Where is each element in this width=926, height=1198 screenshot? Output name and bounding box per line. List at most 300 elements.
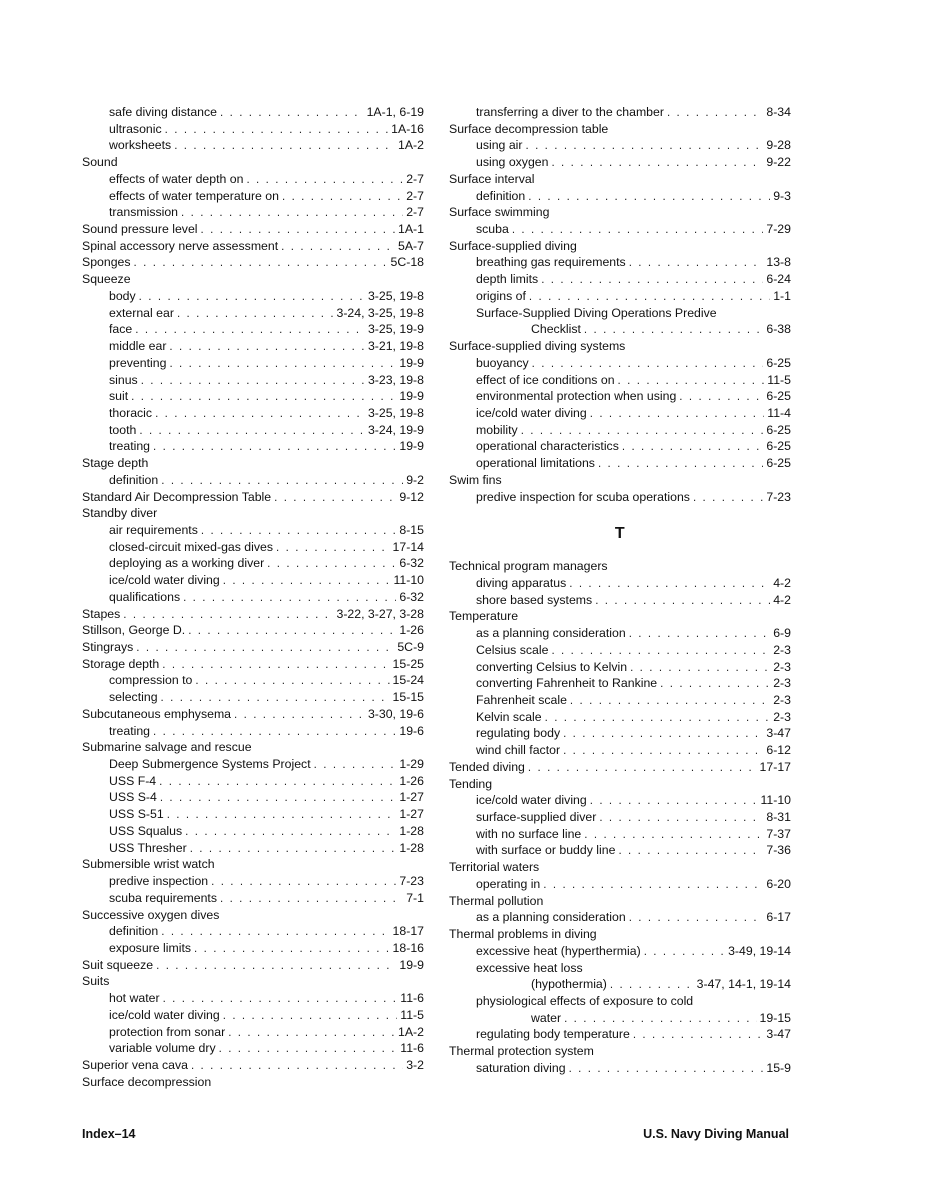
dot-leader bbox=[618, 843, 763, 859]
index-subentry bbox=[449, 355, 791, 372]
index-subentry bbox=[82, 204, 424, 221]
dot-leader bbox=[169, 339, 365, 355]
entry-term: USS Thresher bbox=[109, 840, 187, 855]
index-subentry bbox=[82, 372, 424, 389]
index-subentry bbox=[82, 422, 424, 439]
entry-page-ref: 1-29 bbox=[399, 757, 424, 772]
index-subentry bbox=[449, 372, 791, 389]
entry-term: Suits bbox=[82, 974, 110, 989]
entry-term: operating in bbox=[476, 876, 541, 891]
entry-term: with surface or buddy line bbox=[476, 843, 616, 858]
entry-term: Deep Submergence Systems Project bbox=[109, 757, 311, 772]
dot-leader bbox=[543, 877, 763, 893]
index-subentry bbox=[82, 522, 424, 539]
entry-term: compression to bbox=[109, 673, 193, 688]
entry-term: air requirements bbox=[109, 522, 198, 537]
index-subentry bbox=[82, 773, 424, 790]
index-subentry bbox=[82, 171, 424, 188]
entry-page-ref: 17-14 bbox=[392, 539, 424, 554]
entry-term: ice/cold water diving bbox=[476, 793, 587, 808]
index-subentry bbox=[82, 940, 424, 957]
dot-leader bbox=[201, 222, 395, 238]
entry-page-ref: 7-29 bbox=[766, 222, 791, 237]
index-subentry bbox=[82, 990, 424, 1007]
dot-leader bbox=[629, 255, 764, 271]
dot-leader bbox=[545, 710, 771, 726]
index-subentry bbox=[449, 221, 791, 238]
entry-term: Successive oxygen dives bbox=[82, 907, 220, 922]
dot-leader bbox=[223, 1008, 398, 1024]
entry-term: Submersible wrist watch bbox=[82, 857, 215, 872]
entry-term: definition bbox=[109, 924, 159, 939]
index-subentry bbox=[82, 321, 424, 338]
entry-page-ref: 6-25 bbox=[766, 355, 791, 370]
index-entry bbox=[449, 776, 791, 793]
entry-term: breathing gas requirements bbox=[476, 255, 626, 270]
index-entry bbox=[449, 338, 791, 355]
index-entry bbox=[82, 1074, 424, 1091]
entry-term: with no surface line bbox=[476, 826, 582, 841]
entry-page-ref: 6-32 bbox=[399, 556, 424, 571]
entry-term: Surface-supplied diving bbox=[449, 238, 577, 253]
entry-term: diving apparatus bbox=[476, 575, 567, 590]
index-subentry bbox=[449, 809, 791, 826]
index-subentry bbox=[82, 539, 424, 556]
entry-page-ref: 1-27 bbox=[399, 790, 424, 805]
index-subentry bbox=[82, 672, 424, 689]
entry-page-ref: 15-9 bbox=[766, 1060, 791, 1075]
entry-term: middle ear bbox=[109, 339, 167, 354]
entry-page-ref: 6-9 bbox=[773, 626, 791, 641]
dot-leader bbox=[155, 406, 365, 422]
entry-page-ref: 19-9 bbox=[399, 957, 424, 972]
dot-leader bbox=[161, 473, 403, 489]
entry-page-ref: 8-15 bbox=[399, 522, 424, 537]
entry-page-ref: 3-21, 19-8 bbox=[367, 339, 424, 354]
entry-page-ref: 6-25 bbox=[766, 389, 791, 404]
dot-leader bbox=[156, 958, 396, 974]
entry-page-ref: 8-31 bbox=[766, 810, 791, 825]
index-subentry bbox=[82, 1007, 424, 1024]
entry-term: depth limits bbox=[476, 272, 539, 287]
dot-leader bbox=[141, 373, 365, 389]
index-subentry bbox=[449, 271, 791, 288]
dot-leader bbox=[123, 607, 333, 623]
index-subentry bbox=[449, 188, 791, 205]
dot-leader bbox=[693, 490, 763, 506]
entry-page-ref: 6-20 bbox=[766, 876, 791, 891]
index-subentry bbox=[449, 675, 791, 692]
entry-page-ref: 19-15 bbox=[759, 1010, 791, 1025]
entry-term: regulating body temperature bbox=[476, 1027, 630, 1042]
entry-page-ref: 3-24, 19-9 bbox=[367, 422, 424, 437]
index-subentry bbox=[449, 826, 791, 843]
index-subentry bbox=[449, 976, 791, 993]
entry-term: predive inspection bbox=[109, 874, 209, 889]
index-subentry bbox=[82, 840, 424, 857]
dot-leader bbox=[276, 540, 390, 556]
index-subentry bbox=[82, 1040, 424, 1057]
entry-page-ref: 3-47 bbox=[766, 726, 791, 741]
entry-term: safe diving distance bbox=[109, 105, 218, 119]
dot-leader bbox=[282, 189, 403, 205]
dot-leader bbox=[512, 222, 764, 238]
entry-page-ref: 6-24 bbox=[766, 272, 791, 287]
entry-term: treating bbox=[109, 439, 151, 454]
index-subentry bbox=[449, 909, 791, 926]
index-entry bbox=[449, 859, 791, 876]
index-entry bbox=[449, 472, 791, 489]
index-entry bbox=[82, 907, 424, 924]
entry-page-ref: 5A-7 bbox=[398, 238, 424, 253]
index-subentry bbox=[449, 154, 791, 171]
entry-term: Thermal pollution bbox=[449, 893, 544, 908]
index-entry bbox=[82, 856, 424, 873]
entry-term: hot water bbox=[109, 991, 160, 1006]
entry-term: Sound bbox=[82, 155, 118, 170]
index-entry bbox=[82, 221, 424, 238]
index-entry bbox=[82, 254, 424, 271]
entry-page-ref: 18-17 bbox=[392, 924, 424, 939]
entry-term: saturation diving bbox=[476, 1060, 566, 1075]
index-entry bbox=[82, 606, 424, 623]
index-group-s-continued bbox=[449, 104, 791, 505]
index-entry bbox=[82, 973, 424, 990]
entry-page-ref: 9-12 bbox=[399, 489, 424, 504]
dot-leader bbox=[563, 726, 763, 742]
entry-term: Technical program managers bbox=[449, 559, 608, 574]
entry-term: ultrasonic bbox=[109, 121, 162, 136]
entry-page-ref: 2-7 bbox=[406, 205, 424, 220]
dot-leader bbox=[191, 1058, 403, 1074]
index-subentry bbox=[449, 625, 791, 642]
entry-term: Territorial waters bbox=[449, 860, 540, 875]
entry-page-ref: 5C-18 bbox=[390, 255, 424, 270]
dot-leader bbox=[528, 189, 770, 205]
index-entry bbox=[82, 706, 424, 723]
dot-leader bbox=[630, 660, 770, 676]
index-entry bbox=[449, 238, 791, 255]
dot-leader bbox=[153, 724, 396, 740]
entry-page-ref: 4-2 bbox=[773, 575, 791, 590]
entry-term: converting Fahrenheit to Rankine bbox=[476, 676, 658, 691]
dot-leader bbox=[629, 626, 771, 642]
index-subentry bbox=[449, 725, 791, 742]
index-subentry bbox=[449, 842, 791, 859]
entry-page-ref: 3-25, 19-8 bbox=[367, 405, 424, 420]
dot-leader bbox=[195, 673, 389, 689]
entry-term: environmental protection when using bbox=[476, 389, 677, 404]
dot-leader bbox=[219, 1041, 398, 1057]
entry-term: Standby diver bbox=[82, 506, 158, 521]
entry-page-ref: 18-16 bbox=[392, 940, 424, 955]
entry-page-ref: 1-27 bbox=[399, 807, 424, 822]
entry-page-ref: 19-9 bbox=[399, 389, 424, 404]
index-subentry bbox=[82, 589, 424, 606]
entry-page-ref: 3-2 bbox=[406, 1057, 424, 1072]
entry-page-ref: 6-25 bbox=[766, 439, 791, 454]
index-entry bbox=[449, 759, 791, 776]
entry-term: Stillson, George D. bbox=[82, 623, 186, 638]
dot-leader bbox=[570, 693, 770, 709]
dot-leader bbox=[590, 406, 765, 422]
dot-leader bbox=[139, 289, 365, 305]
entry-page-ref: 6-38 bbox=[766, 322, 791, 337]
entry-term: face bbox=[109, 322, 133, 337]
index-entry bbox=[82, 489, 424, 506]
entry-term: scuba bbox=[476, 222, 509, 237]
entry-term: selecting bbox=[109, 690, 158, 705]
index-entry bbox=[449, 121, 791, 138]
entry-term: variable volume dry bbox=[109, 1041, 216, 1056]
index-subentry bbox=[82, 873, 424, 890]
index-subentry bbox=[82, 689, 424, 706]
entry-page-ref: 9-3 bbox=[773, 188, 791, 203]
dot-leader bbox=[541, 272, 763, 288]
entry-term: Celsius scale bbox=[476, 642, 549, 657]
index-subentry bbox=[82, 723, 424, 740]
entry-term: definition bbox=[109, 472, 159, 487]
entry-term: treating bbox=[109, 723, 151, 738]
dot-leader bbox=[521, 423, 764, 439]
dot-leader bbox=[564, 1011, 756, 1027]
entry-page-ref: 1A-1 bbox=[398, 222, 424, 237]
entry-page-ref: 11-6 bbox=[400, 991, 424, 1006]
index-entry bbox=[82, 639, 424, 656]
dot-leader bbox=[159, 774, 396, 790]
dot-leader bbox=[185, 824, 396, 840]
entry-page-ref: 7-1 bbox=[406, 890, 424, 905]
dot-leader bbox=[633, 1027, 764, 1043]
entry-page-ref: 17-17 bbox=[759, 759, 791, 774]
entry-page-ref: 7-37 bbox=[766, 826, 791, 841]
index-subentry bbox=[449, 742, 791, 759]
entry-page-ref: 19-9 bbox=[399, 355, 424, 370]
entry-term: predive inspection for scuba operations bbox=[476, 489, 690, 504]
entry-term: Surface interval bbox=[449, 171, 535, 186]
dot-leader bbox=[220, 891, 403, 907]
entry-term: external ear bbox=[109, 305, 174, 320]
index-subentry bbox=[82, 756, 424, 773]
index-subentry bbox=[82, 104, 424, 121]
index-subentry bbox=[82, 338, 424, 355]
entry-term: closed-circuit mixed-gas dives bbox=[109, 539, 274, 554]
index-entry bbox=[449, 558, 791, 575]
dot-leader bbox=[644, 944, 725, 960]
index-subentry bbox=[449, 575, 791, 592]
dot-leader bbox=[679, 389, 763, 405]
entry-term: ice/cold water diving bbox=[109, 1007, 220, 1022]
entry-term: Surface decompression table bbox=[449, 121, 609, 136]
index-entry bbox=[82, 739, 424, 756]
entry-term: sinus bbox=[109, 372, 138, 387]
entry-term: effect of ice conditions on bbox=[476, 372, 615, 387]
entry-term: origins of bbox=[476, 288, 526, 303]
index-entry bbox=[449, 893, 791, 910]
index-entry bbox=[82, 957, 424, 974]
entry-term: excessive heat loss bbox=[476, 960, 583, 975]
entry-page-ref: 2-3 bbox=[773, 676, 791, 691]
entry-term: qualifications bbox=[109, 589, 181, 604]
entry-page-ref: 1-28 bbox=[399, 840, 424, 855]
entry-term: Temperature bbox=[449, 609, 519, 624]
entry-term: Subcutaneous emphysema bbox=[82, 706, 232, 721]
index-column-left bbox=[82, 104, 424, 1090]
entry-term: Squeeze bbox=[82, 272, 131, 287]
dot-leader bbox=[136, 640, 394, 656]
dot-leader bbox=[135, 322, 365, 338]
dot-leader bbox=[161, 690, 390, 706]
index-subentry bbox=[449, 960, 791, 977]
index-subentry bbox=[449, 1010, 791, 1027]
index-subentry bbox=[449, 489, 791, 506]
entry-page-ref: 1A-1, 6-19 bbox=[366, 105, 424, 119]
index-subentry bbox=[449, 709, 791, 726]
index-entry bbox=[82, 656, 424, 673]
dot-leader bbox=[160, 790, 397, 806]
index-subentry bbox=[449, 104, 791, 121]
entry-term: deploying as a working diver bbox=[109, 556, 265, 571]
entry-term: scuba requirements bbox=[109, 890, 217, 905]
dot-leader bbox=[153, 439, 396, 455]
dot-leader bbox=[163, 991, 398, 1007]
index-subentry bbox=[449, 305, 791, 322]
page-number: Index–14 bbox=[82, 1127, 136, 1141]
dot-leader bbox=[569, 1061, 764, 1077]
dot-leader bbox=[162, 657, 389, 673]
dot-leader bbox=[223, 573, 391, 589]
entry-page-ref: 3-30, 19-6 bbox=[367, 706, 424, 721]
entry-term: (hypothermia) bbox=[531, 977, 607, 992]
index-subentry bbox=[449, 405, 791, 422]
entry-page-ref: 2-3 bbox=[773, 709, 791, 724]
index-entry bbox=[82, 154, 424, 171]
entry-page-ref: 19-9 bbox=[399, 439, 424, 454]
entry-term: ice/cold water diving bbox=[476, 405, 587, 420]
entry-page-ref: 15-24 bbox=[392, 673, 424, 688]
entry-term: worksheets bbox=[109, 138, 172, 153]
index-subentry bbox=[449, 254, 791, 271]
entry-term: using oxygen bbox=[476, 155, 549, 170]
entry-term: Tending bbox=[449, 776, 493, 791]
entry-term: Stingrays bbox=[82, 640, 134, 654]
entry-page-ref: 9-28 bbox=[766, 138, 791, 153]
dot-leader bbox=[228, 1025, 395, 1041]
dot-leader bbox=[201, 523, 397, 539]
dot-leader bbox=[629, 910, 764, 926]
dot-leader bbox=[281, 239, 395, 255]
entry-term: Surface-Supplied Diving Operations Predive bbox=[476, 305, 717, 320]
dot-leader bbox=[188, 623, 396, 639]
entry-term: Tended diving bbox=[449, 759, 525, 774]
dot-leader bbox=[529, 289, 770, 305]
entry-page-ref: 6-17 bbox=[766, 910, 791, 925]
entry-page-ref: 1-26 bbox=[399, 773, 424, 788]
entry-page-ref: 1A-16 bbox=[391, 121, 424, 136]
entry-term: USS S-4 bbox=[109, 790, 157, 805]
index-subentry bbox=[82, 188, 424, 205]
dot-leader bbox=[595, 593, 770, 609]
dot-leader bbox=[590, 793, 758, 809]
entry-term: Sound pressure level bbox=[82, 222, 198, 237]
entry-page-ref: 1A-2 bbox=[398, 138, 424, 153]
dot-leader bbox=[314, 757, 397, 773]
entry-page-ref: 7-23 bbox=[766, 489, 791, 504]
entry-page-ref: 3-22, 3-27, 3-28 bbox=[336, 606, 424, 621]
entry-page-ref: 3-49, 19-14 bbox=[728, 943, 791, 958]
index-subentry bbox=[449, 792, 791, 809]
dot-leader bbox=[234, 707, 365, 723]
index-entry bbox=[82, 1057, 424, 1074]
entry-term: converting Celsius to Kelvin bbox=[476, 659, 628, 674]
index-subentry bbox=[449, 943, 791, 960]
entry-page-ref: 3-47 bbox=[766, 1027, 791, 1042]
entry-term: regulating body bbox=[476, 726, 561, 741]
entry-page-ref: 6-25 bbox=[766, 456, 791, 471]
entry-term: mobility bbox=[476, 422, 518, 437]
entry-term: physiological effects of exposure to cold bbox=[476, 993, 694, 1008]
entry-term: Thermal problems in diving bbox=[449, 927, 597, 942]
entry-page-ref: 11-5 bbox=[767, 372, 791, 387]
entry-page-ref: 4-2 bbox=[773, 592, 791, 607]
dot-leader bbox=[165, 122, 389, 138]
entry-page-ref: 2-3 bbox=[773, 693, 791, 707]
entry-page-ref: 7-23 bbox=[399, 874, 424, 889]
dot-leader bbox=[134, 255, 388, 271]
dot-leader bbox=[167, 807, 397, 823]
entry-term: water bbox=[531, 1010, 562, 1025]
entry-page-ref: 3-23, 19-8 bbox=[367, 372, 424, 387]
entry-term: surface-supplied diver bbox=[476, 810, 597, 825]
dot-leader bbox=[667, 105, 763, 121]
entry-page-ref: 11-10 bbox=[760, 793, 791, 808]
index-subentry bbox=[82, 806, 424, 823]
entry-page-ref: 3-25, 19-8 bbox=[367, 288, 424, 303]
index-entry bbox=[449, 1043, 791, 1060]
entry-term: shore based systems bbox=[476, 592, 593, 607]
dot-leader bbox=[194, 941, 390, 957]
entry-term: operational limitations bbox=[476, 456, 595, 471]
entry-page-ref: 11-10 bbox=[393, 573, 424, 588]
index-subentry bbox=[82, 388, 424, 405]
index-subentry bbox=[449, 592, 791, 609]
index-entry bbox=[449, 608, 791, 625]
dot-leader bbox=[584, 322, 763, 338]
entry-page-ref: 3-24, 3-25, 19-8 bbox=[336, 305, 424, 320]
entry-term: suit bbox=[109, 389, 129, 404]
index-subentry bbox=[82, 305, 424, 322]
index-subentry bbox=[449, 642, 791, 659]
dot-leader bbox=[618, 373, 765, 389]
index-subentry bbox=[82, 355, 424, 372]
entry-term: Surface-supplied diving systems bbox=[449, 339, 626, 354]
entry-term: effects of water temperature on bbox=[109, 188, 279, 203]
dot-leader bbox=[598, 456, 763, 472]
index-subentry bbox=[82, 1024, 424, 1041]
dot-leader bbox=[528, 760, 757, 776]
index-subentry bbox=[82, 405, 424, 422]
entry-page-ref: 7-36 bbox=[766, 843, 791, 858]
entry-term: Thermal protection system bbox=[449, 1044, 594, 1059]
index-subentry bbox=[82, 789, 424, 806]
dot-leader bbox=[220, 105, 364, 121]
index-column-right bbox=[449, 104, 791, 1077]
dot-leader bbox=[246, 172, 403, 188]
section-letter-heading: T bbox=[614, 525, 626, 543]
entry-term: Surface swimming bbox=[449, 205, 550, 220]
index-subentry bbox=[449, 137, 791, 154]
index-subentry bbox=[82, 438, 424, 455]
